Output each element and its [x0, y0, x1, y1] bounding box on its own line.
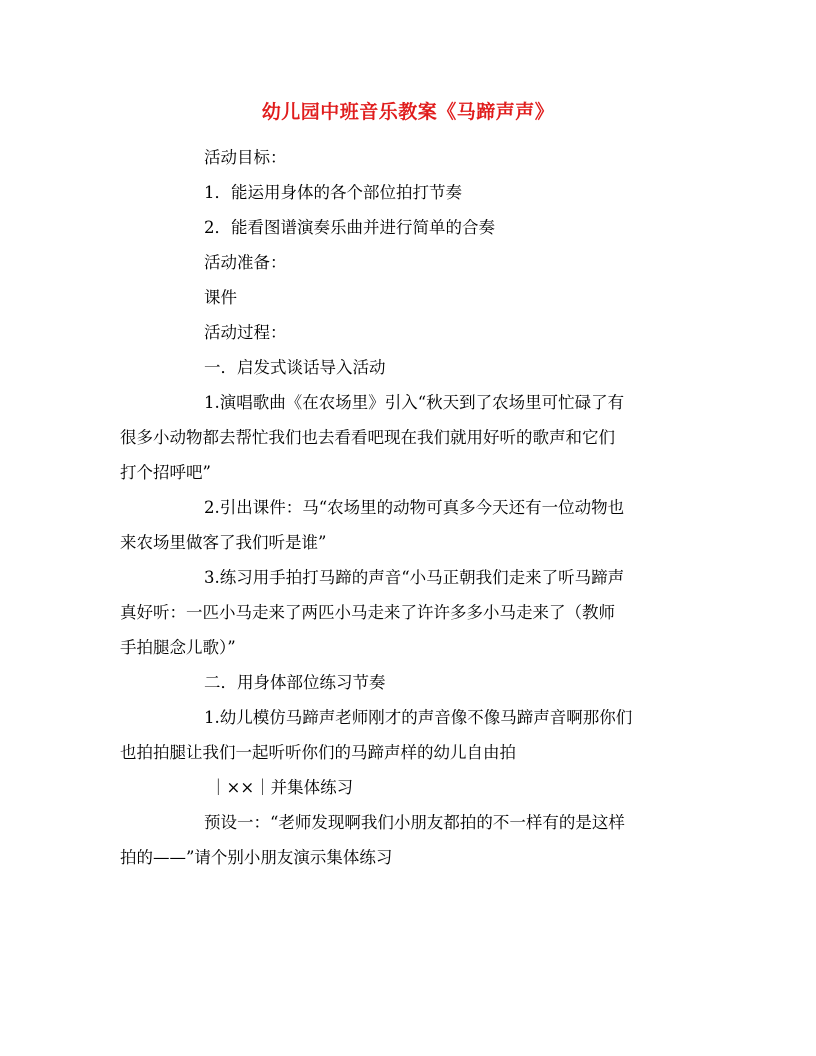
step-paragraph-2-1	[120, 700, 696, 770]
prep-heading: 活动准备：	[204, 253, 287, 272]
process-heading: 活动过程：	[204, 323, 287, 342]
goal-heading: 活动目标：	[204, 148, 287, 167]
document-body	[120, 140, 696, 875]
document-title: 幼儿园中班音乐教案《马蹄声声》	[261, 101, 555, 123]
text-line: 来农场里做客了我们听是谁”	[120, 533, 327, 552]
text-line: 真好听：一匹小马走来了两匹小马走来了许许多多小马走来了（教师	[120, 603, 615, 622]
text-line: 也拍拍腿让我们一起听听你们的马蹄声样的幼儿自由拍	[120, 743, 516, 762]
text-line: 1.幼儿模仿马蹄声老师刚才的声音像不像马蹄声音啊那你们	[204, 708, 633, 727]
step-paragraph-1-2	[120, 490, 696, 560]
text-line: 很多小动物都去帮忙我们也去看看吧现在我们就用好听的歌声和它们	[120, 428, 615, 447]
section-heading-2: 二．用身体部位练习节奏	[204, 673, 386, 692]
text-line: 拍的——”请个别小朋友演示集体练习	[120, 848, 393, 867]
section-heading-1: 一．启发式谈话导入活动	[204, 358, 386, 377]
text-line: 手拍腿念儿歌）”	[120, 638, 236, 657]
text-line: 预设一：“老师发现啊我们小朋友都拍的不一样有的是这样	[204, 813, 625, 832]
preset-paragraph-1	[120, 805, 696, 875]
goal-item-2: 2．能看图谱演奏乐曲并进行简单的合奏	[204, 218, 495, 237]
prep-item: 课件	[204, 288, 237, 307]
text-line: 3.练习用手拍打马蹄的声音“小马正朝我们走来了听马蹄声	[204, 568, 625, 587]
text-line: 2.引出课件：马“农场里的动物可真多今天还有一位动物也	[204, 498, 625, 517]
step-paragraph-1-1	[120, 385, 696, 490]
text-line: 1.演唱歌曲《在农场里》引入“秋天到了农场里可忙碌了有	[204, 393, 625, 412]
step-paragraph-1-3	[120, 560, 696, 665]
goal-item-1: 1．能运用身体的各个部位拍打节奏	[204, 183, 462, 202]
text-line: 打个招呼吧”	[120, 463, 211, 482]
rhythm-notation: ｜××｜并集体练习	[210, 778, 354, 797]
